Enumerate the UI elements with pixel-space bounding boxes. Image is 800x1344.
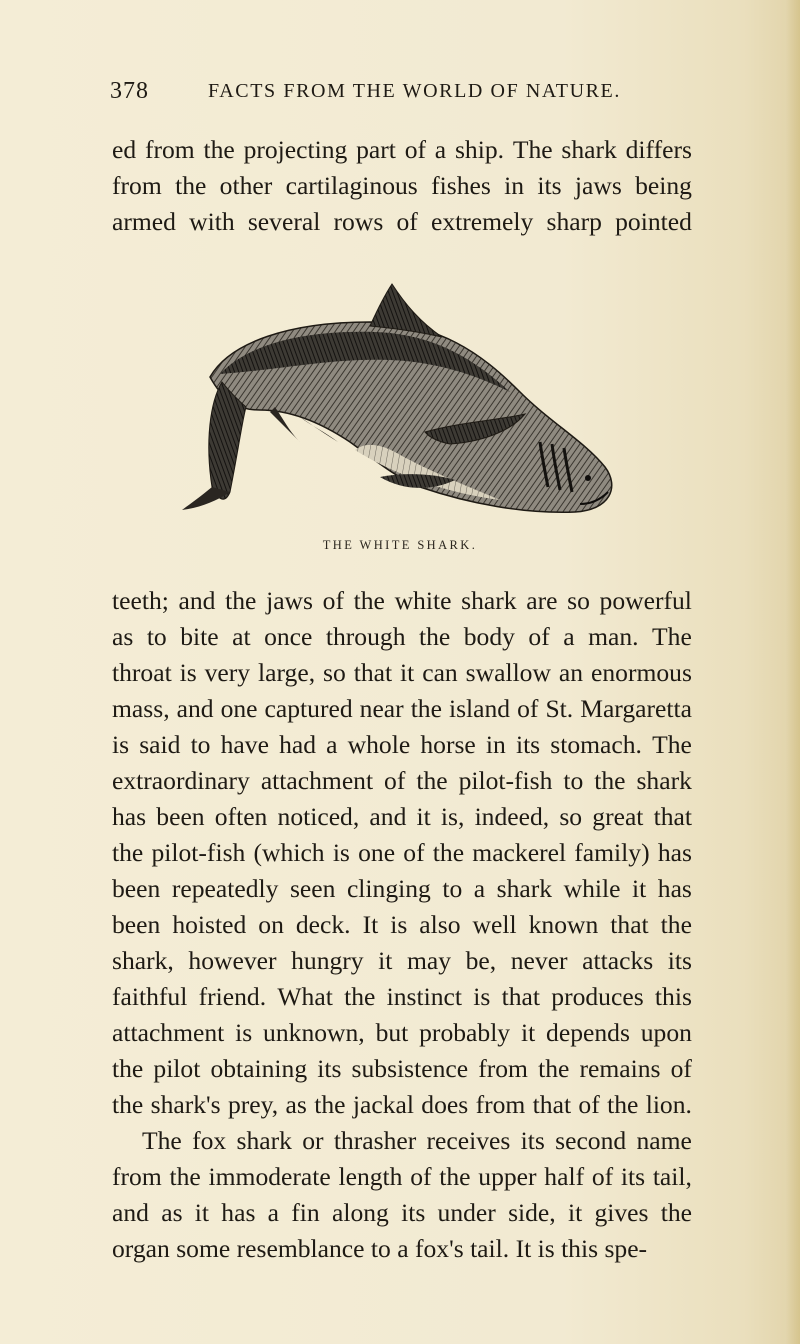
text-line: attachment is unknown, but probably it depends upon: [112, 1018, 692, 1047]
text-line: the shark's prey, as the jackal does from that of the lion.: [112, 1090, 692, 1119]
text-line: shark, however hungry it may be, never attacks its: [112, 946, 692, 975]
page-header: [110, 78, 690, 108]
text-line: from the other cartilaginous fishes in its jaws being: [112, 171, 692, 200]
text-line: armed with several rows of extremely sharp pointed: [112, 207, 692, 236]
page-edge: [786, 0, 800, 1344]
text-line: organ some resemblance to a fox's tail. It is this spe-: [112, 1234, 648, 1263]
text-line: teeth; and the jaws of the white shark are so powerful: [112, 586, 692, 615]
body-text-bottom: [112, 583, 692, 1267]
running-head: FACTS FROM THE WORLD OF NATURE.: [208, 80, 621, 102]
text-line: been hoisted on deck. It is also well known that the: [112, 910, 692, 939]
text-line: as to bite at once through the body of a man. The: [112, 622, 692, 651]
text-line: extraordinary attachment of the pilot-fish to the shark: [112, 766, 692, 795]
text-line: is said to have had a whole horse in its stomach. The: [112, 730, 692, 759]
text-line: faithful friend. What the instinct is that produces this: [112, 982, 692, 1011]
text-line: The fox shark or thrasher receives its second name: [142, 1126, 692, 1155]
body-text-top: [112, 132, 692, 240]
text-line: throat is very large, so that it can swallow an enormous: [112, 658, 692, 687]
white-shark-illustration: [180, 282, 625, 517]
page-number: 378: [110, 78, 149, 104]
text-line: from the immoderate length of the upper half of its tail,: [112, 1162, 692, 1191]
text-line: has been often noticed, and it is, indeed, so great that: [112, 802, 692, 831]
figure-caption: THE WHITE SHARK.: [322, 538, 478, 552]
text-line: and as it has a fin along its under side, it gives the: [112, 1198, 692, 1227]
text-line: mass, and one captured near the island of St. Margaretta: [112, 694, 692, 723]
text-line: ed from the projecting part of a ship. The shark differs: [112, 135, 692, 164]
text-line: the pilot obtaining its subsistence from the remains of: [112, 1054, 692, 1083]
text-line: the pilot-fish (which is one of the mackerel family) has: [112, 838, 692, 867]
text-line: been repeatedly seen clinging to a shark while it has: [112, 874, 692, 903]
